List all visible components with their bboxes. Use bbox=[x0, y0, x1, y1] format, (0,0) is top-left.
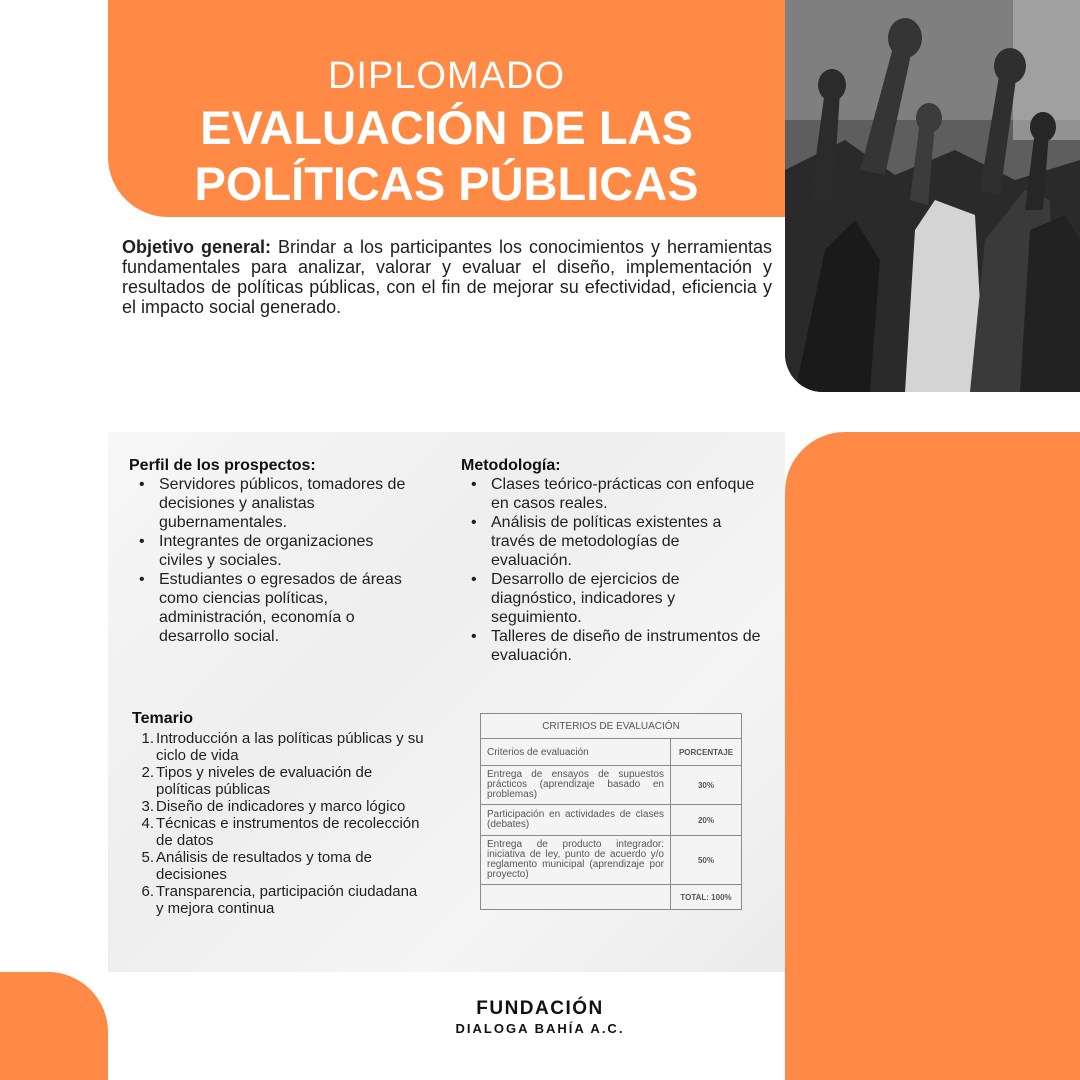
list-item bbox=[132, 798, 427, 815]
pretitle: DIPLOMADO bbox=[327, 55, 566, 97]
list-item: • Integrantes de organizaciones civiles y sociales. bbox=[129, 532, 419, 570]
list-item bbox=[132, 883, 427, 917]
item-number: 3. bbox=[141, 798, 154, 815]
item-text: Análisis de resultados y toma de decisiones bbox=[156, 849, 372, 883]
methodology-title: Metodología: bbox=[461, 457, 561, 474]
table-row bbox=[481, 885, 742, 910]
protest-photo bbox=[785, 0, 1080, 392]
header-banner bbox=[108, 0, 785, 217]
item-text: Introducción a las políticas públicas y su ciclo de vida bbox=[156, 730, 424, 764]
list-item: • Servidores públicos, tomadores de decisiones y analistas gubernamentales. bbox=[129, 475, 419, 532]
item-text: Técnicas e instrumentos de recolección de datos bbox=[156, 815, 420, 849]
footer-org-line1: FUNDACIÓN bbox=[476, 998, 604, 1019]
orange-corner-block bbox=[0, 972, 108, 1080]
list-item bbox=[132, 764, 427, 798]
item-text: Tipos y niveles de evaluación de políticas públicas bbox=[156, 764, 373, 798]
table-caption: CRITERIOS DE EVALUACIÓN bbox=[481, 714, 742, 739]
syllabus-list bbox=[132, 730, 427, 917]
column-header-criteria: Criterios de evaluación bbox=[481, 739, 671, 766]
percent-cell: 50% bbox=[671, 836, 742, 885]
list-item: • Desarrollo de ejercicios de diagnóstico, indicadores y seguimiento. bbox=[461, 570, 761, 627]
list-item bbox=[132, 849, 427, 883]
item-number: 1. bbox=[141, 730, 154, 747]
list-item bbox=[132, 815, 427, 849]
empty-cell bbox=[481, 885, 671, 910]
total-cell: TOTAL: 100% bbox=[671, 885, 742, 910]
list-item: • Talleres de diseño de instrumentos de evaluación. bbox=[461, 627, 761, 665]
orange-side-panel bbox=[785, 432, 1080, 1080]
evaluation-criteria-table bbox=[480, 713, 742, 910]
criterion-cell: Entrega de ensayos de supuestos prácticos (aprendizaje basado en problemas) bbox=[481, 766, 671, 805]
list-item: • Análisis de políticas existentes a través de metodologías de evaluación. bbox=[461, 513, 761, 570]
table-row bbox=[481, 836, 742, 885]
profile-title: Perfil de los prospectos: bbox=[129, 457, 316, 474]
objective-text: Brindar a los participantes los conocimientos y herramientas fundamentales para analizar, valorar y evaluar el diseño, implementación y resultados de políticas públicas, con el fin de mejorar su efectividad, eficiencia y el impacto social generado. bbox=[122, 237, 772, 317]
item-text: Diseño de indicadores y marco lógico bbox=[156, 798, 406, 815]
item-number: 2. bbox=[141, 764, 154, 781]
title-line-1: EVALUACIÓN DE LAS bbox=[200, 101, 693, 154]
raised-fists-illustration bbox=[785, 0, 1080, 392]
criterion-cell: Entrega de producto integrador: iniciativa de ley, punto de acuerdo y/o reglamento municipal (aprendizaje por proyecto) bbox=[481, 836, 671, 885]
percent-cell: 30% bbox=[671, 766, 742, 805]
list-item: • Clases teórico-prácticas con enfoque en casos reales. bbox=[461, 475, 761, 513]
item-number: 4. bbox=[141, 815, 154, 832]
list-item: • Estudiantes o egresados de áreas como ciencias políticas, administración, economía o desarrollo social. bbox=[129, 570, 419, 646]
title-line-2: POLÍTICAS PÚBLICAS bbox=[194, 157, 699, 210]
list-item bbox=[132, 730, 427, 764]
methodology-list bbox=[461, 475, 761, 665]
percent-cell: 20% bbox=[671, 805, 742, 836]
general-objective bbox=[122, 237, 772, 317]
main-title bbox=[108, 100, 785, 212]
criterion-cell: Participación en actividades de clases (debates) bbox=[481, 805, 671, 836]
table-row bbox=[481, 766, 742, 805]
table-row bbox=[481, 805, 742, 836]
footer-org-line2: DIALOGA BAHÍA A.C. bbox=[455, 1021, 625, 1036]
syllabus-title: Temario bbox=[132, 710, 194, 727]
profile-list bbox=[129, 475, 419, 646]
item-number: 6. bbox=[141, 883, 154, 900]
item-number: 5. bbox=[141, 849, 154, 866]
item-text: Transparencia, participación ciudadana y mejora continua bbox=[156, 883, 418, 917]
column-header-percent: PORCENTAJE bbox=[671, 739, 742, 766]
objective-label: Objetivo general: bbox=[122, 237, 272, 257]
